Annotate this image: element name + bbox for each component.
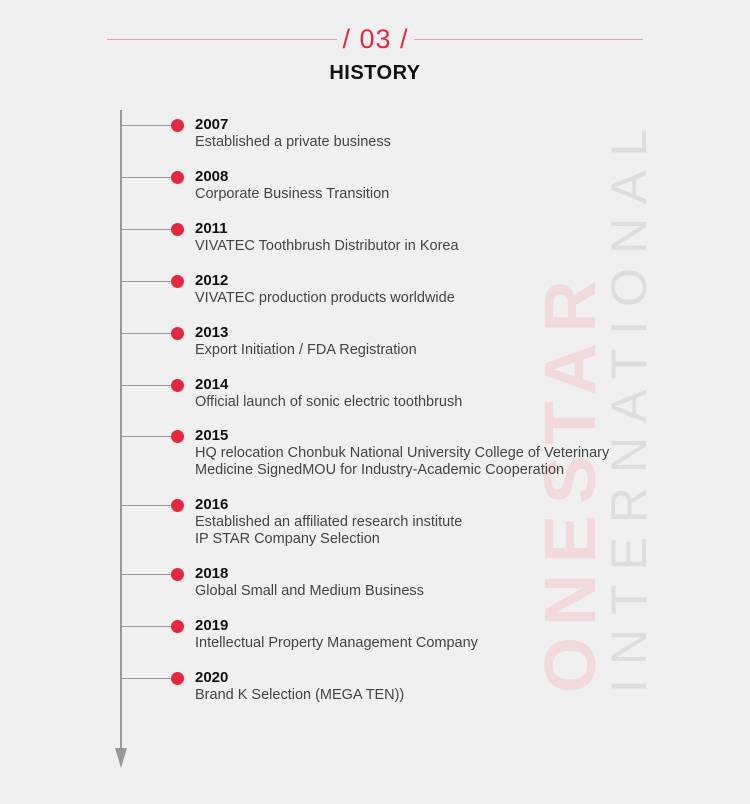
event-dot-icon (171, 119, 184, 132)
event-description (195, 445, 625, 479)
event-year: 2018 (195, 565, 229, 582)
watermark-sub: INTERNATIONAL (601, 114, 657, 693)
event-description (195, 514, 625, 548)
event-dot-icon (171, 568, 184, 581)
event-description-line: Official launch of sonic electric toothbrush (195, 394, 463, 410)
event-description (195, 583, 625, 600)
section-title: HISTORY (329, 62, 421, 84)
event-connector (122, 436, 177, 437)
event-description (195, 134, 625, 151)
event-connector (122, 125, 177, 126)
event-dot-icon (171, 379, 184, 392)
event-description-line: Corporate Business Transition (195, 186, 390, 202)
event-description (195, 342, 625, 359)
event-dot-icon (171, 223, 184, 236)
watermark-brand: ONESTAR (531, 269, 611, 693)
brand-watermark (528, 114, 658, 700)
event-description-line: IP STAR Company Selection (195, 531, 380, 547)
event-year: 2015 (195, 427, 229, 444)
event-year: 2011 (195, 220, 228, 237)
event-year: 2008 (195, 168, 229, 185)
timeline-arrow-icon (115, 748, 127, 768)
event-year: 2014 (195, 376, 229, 393)
event-description-line: Global Small and Medium Business (195, 583, 424, 599)
event-description-line: Established an affiliated research institute (195, 514, 463, 530)
event-dot-icon (171, 430, 184, 443)
event-description-line: HQ relocation Chonbuk National University College of Veterinary (195, 445, 610, 461)
event-description-line: VIVATEC Toothbrush Distributor in Korea (195, 238, 459, 254)
event-year: 2019 (195, 617, 229, 634)
event-description-line: Intellectual Property Management Company (195, 635, 478, 651)
event-dot-icon (171, 620, 184, 633)
timeline-axis (120, 110, 122, 750)
event-connector (122, 281, 177, 282)
event-dot-icon (171, 327, 184, 340)
event-connector (122, 177, 177, 178)
event-description-line: VIVATEC production products worldwide (195, 290, 455, 306)
event-dot-icon (171, 672, 184, 685)
event-description-line: Medicine SignedMOU for Industry-Academic Cooperation (195, 462, 565, 478)
event-description (195, 687, 625, 704)
event-connector (122, 333, 177, 334)
event-year: 2012 (195, 272, 229, 289)
event-dot-icon (171, 275, 184, 288)
event-connector (122, 574, 177, 575)
event-description (195, 186, 625, 203)
event-connector (122, 505, 177, 506)
event-year: 2007 (195, 116, 229, 133)
event-dot-icon (171, 499, 184, 512)
section-header (0, 0, 750, 100)
event-description (195, 394, 625, 411)
section-number: / 03 / (342, 24, 409, 54)
event-year: 2020 (195, 669, 229, 686)
event-year: 2013 (195, 324, 229, 341)
event-connector (122, 626, 177, 627)
event-connector (122, 678, 177, 679)
header-divider-left (107, 39, 337, 40)
event-description-line: Brand K Selection (MEGA TEN)) (195, 687, 405, 703)
event-connector (122, 229, 177, 230)
event-description-line: Export Initiation / FDA Registration (195, 342, 417, 358)
event-description-line: Established a private business (195, 134, 391, 150)
event-year: 2016 (195, 496, 229, 513)
event-description (195, 238, 625, 255)
event-connector (122, 385, 177, 386)
event-description (195, 290, 625, 307)
event-dot-icon (171, 171, 184, 184)
event-description (195, 635, 625, 652)
header-divider-right (414, 39, 643, 40)
